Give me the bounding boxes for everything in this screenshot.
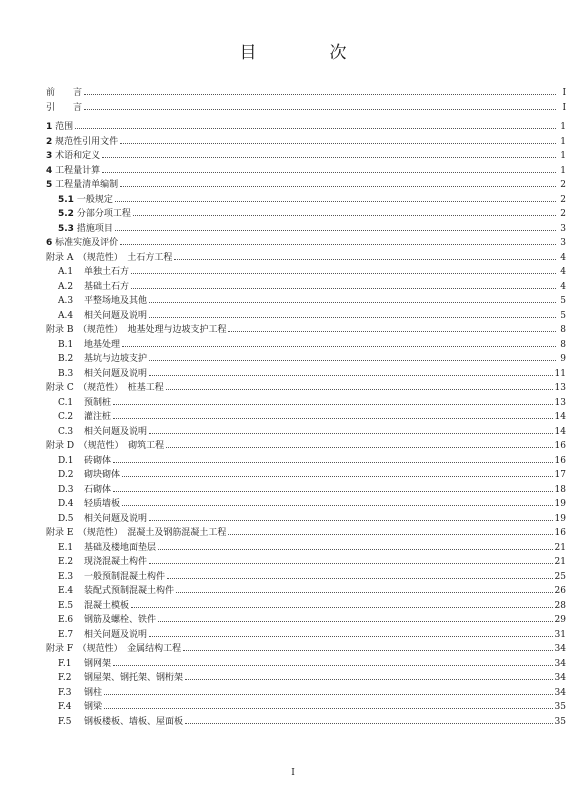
toc-appendix-item[interactable] [46,396,566,411]
toc-entry-page: 1 [560,165,566,176]
toc-entry-page: 14 [554,426,566,437]
item-title: 钢梁 [84,702,103,712]
dot-leader [84,94,556,95]
toc-entry-label [58,410,111,425]
dot-leader [75,128,556,129]
toc-entry-label [58,541,156,556]
dot-leader [174,259,556,260]
item-code: A.3 [58,296,74,306]
dot-leader [176,592,553,593]
dot-leader [149,520,553,521]
item-code: E.6 [58,615,74,625]
toc-entry-page: 34 [554,687,566,698]
toc-entry-label: 附录 C （规范性） 桩基工程 [46,383,164,393]
toc-appendix-item[interactable] [46,294,566,309]
toc-entry-page: 2 [560,180,566,190]
toc-appendix-item[interactable] [46,700,566,715]
toc-entry-label [58,599,129,614]
section-title: 规范性引用文件 [55,136,119,147]
toc-appendix-item[interactable] [46,599,566,614]
toc-appendix[interactable] [46,381,566,396]
item-title: 钢网架 [84,658,112,669]
toc-entry-page: 26 [554,586,566,596]
item-code: D.1 [58,455,74,466]
section-title: 范围 [55,122,74,132]
toc-entry-page: 4 [560,267,566,277]
item-title: 轻质墙板 [84,499,121,509]
dot-leader [228,331,556,332]
dot-leader [113,491,553,492]
toc-entry-page: 9 [560,354,566,364]
dot-leader [102,157,556,158]
toc-entry-page: 19 [554,513,566,524]
toc-entry-page: 11 [554,368,566,379]
toc-entry-label [58,294,147,309]
section-title: 工程量清单编制 [55,180,119,190]
toc-entry-label [58,657,111,672]
toc-entry-page: 14 [554,412,566,422]
toc-entry-label [46,135,118,150]
toc-entry-page: Ⅰ [562,88,566,98]
dot-leader [113,665,553,666]
toc-entry-page: 17 [554,470,566,480]
toc-entry-label [58,425,147,440]
toc-appendix-item[interactable] [46,367,566,382]
item-title: 预制桩 [84,397,112,408]
item-code: E.3 [58,571,74,582]
toc-entry-page: 35 [554,702,566,712]
item-code: E.2 [58,557,74,567]
dot-leader [131,273,556,274]
toc-entry-label: 附录 B （规范性） 地基处理与边坡支护工程 [46,325,227,335]
section-number: 5.1 [58,194,74,205]
item-title: 基坑与边坡支护 [84,354,148,364]
toc-entry-page: 18 [554,484,566,495]
dot-leader [120,143,556,144]
toc-entry-label [58,628,147,643]
toc-appendix-item[interactable] [46,613,566,628]
toc-appendix[interactable] [46,642,566,657]
item-code: C.2 [58,412,74,422]
section-number: 5 [46,180,53,190]
dot-leader [149,375,553,376]
toc-entry-label [46,236,118,251]
toc-subsection[interactable] [46,193,566,208]
toc-section[interactable] [46,135,566,150]
toc-entry-label: 附录 A （规范性） 土石方工程 [46,252,173,263]
toc-entry-label [46,120,73,135]
item-code: D.2 [58,470,74,480]
item-code: B.1 [58,339,74,350]
toc-entry-label [58,280,129,295]
item-title: 砌块砌体 [84,470,121,480]
toc-entry-label [58,193,113,208]
item-title: 相关问题及说明 [84,629,148,640]
toc-entry-page: 21 [554,542,566,553]
toc-appendix-item[interactable] [46,715,566,730]
toc-entry-label [58,265,129,280]
toc-subsection[interactable] [46,222,566,237]
dot-leader [166,447,552,448]
toc-entry-label [58,454,111,469]
toc-entry-page: 35 [554,716,566,727]
toc-section[interactable] [46,236,566,251]
item-code: E.4 [58,586,74,596]
dot-leader [102,172,556,173]
toc-appendix-item[interactable] [46,352,566,367]
page-number: I [291,768,295,778]
dot-leader [185,723,553,724]
page-title: 目 次 [239,43,375,63]
dot-leader [158,621,553,622]
item-code: F.1 [58,658,72,669]
dot-leader [122,476,553,477]
toc-entry-label: 附录 E （规范性） 混凝土及钢筋混凝土工程 [46,528,227,538]
toc-section[interactable] [46,164,566,179]
toc-entry-label [58,715,183,730]
item-code: E.7 [58,629,74,640]
toc-appendix-item[interactable] [46,280,566,295]
toc-entry-page: 4 [560,281,566,292]
section-title: 一般规定 [76,194,113,205]
item-title: 混凝土模板 [84,600,130,611]
item-title: 一般预制混凝土构件 [84,571,166,582]
toc-entry-page: 29 [554,615,566,625]
toc-appendix-item[interactable] [46,410,566,425]
item-title: 相关问题及说明 [84,310,148,321]
dot-leader [133,215,556,216]
section-title: 分部分项工程 [76,209,131,219]
toc-entry-label [58,309,147,324]
dot-leader [149,302,556,303]
dot-leader [113,462,553,463]
dot-leader [104,708,553,709]
item-title: 钢屋架、钢托架、钢桁架 [84,673,184,683]
dot-leader [149,563,553,564]
toc-front-matter[interactable] [46,86,566,101]
toc-appendix[interactable] [46,323,566,338]
toc-front-matter[interactable] [46,101,566,116]
section-number: 5.2 [58,209,74,219]
dot-leader [167,578,553,579]
dot-leader [122,505,553,506]
dot-leader [122,346,556,347]
item-code: A.4 [58,310,74,321]
item-code: E.5 [58,600,74,611]
toc-entry-page: 16 [554,441,566,451]
section-number: 5.3 [58,223,74,234]
toc-entry-page: Ⅰ [562,102,566,113]
toc-entry-label [58,671,183,686]
toc-entry-label [58,207,131,222]
item-title: 装配式预制混凝土构件 [84,586,175,596]
item-code: F.4 [58,702,72,712]
toc-entry-label: 附录 F （规范性） 金属结构工程 [46,644,182,654]
dot-leader [149,360,556,361]
toc-appendix-item[interactable] [46,468,566,483]
item-title: 地基处理 [84,339,121,350]
toc-entry-page: 19 [554,499,566,509]
toc-entry-page: 8 [560,339,566,350]
dot-leader [131,607,553,608]
item-code: D.4 [58,499,74,509]
section-number: 6 [46,238,53,248]
item-code: D.5 [58,513,74,524]
toc-entry-label [58,686,102,701]
dot-leader [149,433,553,434]
toc-section[interactable] [46,149,566,164]
toc-appendix-item[interactable] [46,657,566,672]
toc-entry-page: 21 [554,557,566,567]
toc-section[interactable] [46,120,566,135]
dot-leader [228,534,552,535]
toc-appendix-item[interactable] [46,454,566,469]
toc-entry-page: 13 [554,383,566,393]
toc-entry-label [58,352,147,367]
item-title: 现浇混凝土构件 [84,557,148,567]
item-code: F.3 [58,687,72,698]
dot-leader [131,288,556,289]
dot-leader [115,201,556,202]
item-code: D.3 [58,484,74,495]
toc-entry-label [58,468,120,483]
toc-entry-page: 5 [560,310,566,321]
toc-appendix-item[interactable] [46,584,566,599]
toc-appendix-item[interactable] [46,309,566,324]
toc-entry-label [58,584,174,599]
section-number: 1 [46,122,53,132]
toc-entry-label [58,222,113,237]
toc-entry-label [58,512,147,527]
toc-entry-label [46,149,100,164]
item-code: C.1 [58,397,74,408]
item-title: 钢筋及螺栓、铁件 [84,615,157,625]
dot-leader [185,679,553,680]
toc-entry-page: 31 [554,629,566,640]
toc-appendix-item[interactable] [46,425,566,440]
toc-entry-label: 引 言 [46,102,83,113]
item-code: C.3 [58,426,74,437]
toc-section[interactable] [46,178,566,193]
toc-entry-page: 2 [560,209,566,219]
toc-entry-label [58,483,111,498]
toc-entry-page: 34 [554,673,566,683]
item-title: 基础土石方 [84,281,130,292]
toc-entry-label [58,396,111,411]
dot-leader [120,244,556,245]
toc-entry-page: 16 [554,528,566,538]
toc-appendix[interactable] [46,439,566,454]
dot-leader [113,404,553,405]
toc-entry-page: 16 [554,455,566,466]
item-title: 相关问题及说明 [84,426,148,437]
item-title: 基础及楼地面垫层 [84,542,157,553]
section-number: 2 [46,136,53,147]
toc-entry-page: 34 [554,658,566,669]
toc-entry-label [58,338,120,353]
toc-appendix-item[interactable] [46,483,566,498]
item-code: B.3 [58,368,74,379]
toc-entry-page: 13 [554,397,566,408]
section-number: 4 [46,165,53,176]
dot-leader [166,389,553,390]
item-title: 灌注桩 [84,412,112,422]
toc-appendix-item[interactable] [46,338,566,353]
item-code: B.2 [58,354,74,364]
toc-appendix-item[interactable] [46,512,566,527]
toc-appendix-item[interactable] [46,497,566,512]
dot-leader [183,650,552,651]
section-title: 工程量计算 [55,165,101,176]
toc-entry-label [58,555,147,570]
dot-leader [113,418,553,419]
dot-leader [115,230,556,231]
dot-leader [149,317,556,318]
toc-entry-page: 3 [560,223,566,234]
toc-entry-label [46,178,118,193]
toc-appendix-item[interactable] [46,555,566,570]
toc-entry-page: 4 [560,252,566,263]
item-title: 单独土石方 [84,267,130,277]
dot-leader [158,549,553,550]
item-code: E.1 [58,542,74,553]
toc-entry-label [58,570,165,585]
item-title: 石砌体 [84,484,112,495]
toc-entry-label [46,164,100,179]
toc-appendix[interactable] [46,526,566,541]
dot-leader [149,636,553,637]
section-title: 措施项目 [76,223,113,234]
item-title: 钢柱 [84,687,103,698]
item-title: 砖砌体 [84,455,112,466]
toc-entry-page: 5 [560,296,566,306]
toc-entry-page: 1 [560,151,566,161]
toc-entry-page: 28 [554,600,566,611]
toc-entry-page: 34 [554,644,566,654]
item-code: A.2 [58,281,74,292]
dot-leader [84,109,556,110]
toc-entry-label [58,367,147,382]
section-title: 术语和定义 [55,151,101,161]
toc-appendix[interactable] [46,251,566,266]
toc-appendix-item[interactable] [46,570,566,585]
toc-appendix-item[interactable] [46,628,566,643]
toc-entry-label: 附录 D （规范性） 砌筑工程 [46,441,165,451]
item-title: 相关问题及说明 [84,513,148,524]
section-title: 标准实施及评价 [55,238,119,248]
toc-entry-label [58,700,102,715]
toc-entry-page: 1 [560,122,566,132]
toc-entry-page: 8 [560,325,566,335]
toc-appendix-item[interactable] [46,541,566,556]
toc-entry-page: 25 [554,571,566,582]
item-title: 相关问题及说明 [84,368,148,379]
table-of-contents [46,86,566,729]
toc-subsection[interactable] [46,207,566,222]
toc-entry-page: 1 [560,136,566,147]
item-title: 平整场地及其他 [84,296,148,306]
item-code: A.1 [58,267,74,277]
toc-entry-label: 前 言 [46,88,83,98]
item-code: F.5 [58,716,72,727]
toc-appendix-item[interactable] [46,265,566,280]
toc-entry-page: 3 [560,238,566,248]
toc-appendix-item[interactable] [46,686,566,701]
dot-leader [104,694,553,695]
item-title: 钢板楼板、墙板、屋面板 [84,716,184,727]
dot-leader [120,186,556,187]
toc-entry-label [58,497,120,512]
item-code: F.2 [58,673,72,683]
toc-entry-page: 2 [560,194,566,205]
toc-appendix-item[interactable] [46,671,566,686]
section-number: 3 [46,151,53,161]
toc-entry-label [58,613,156,628]
